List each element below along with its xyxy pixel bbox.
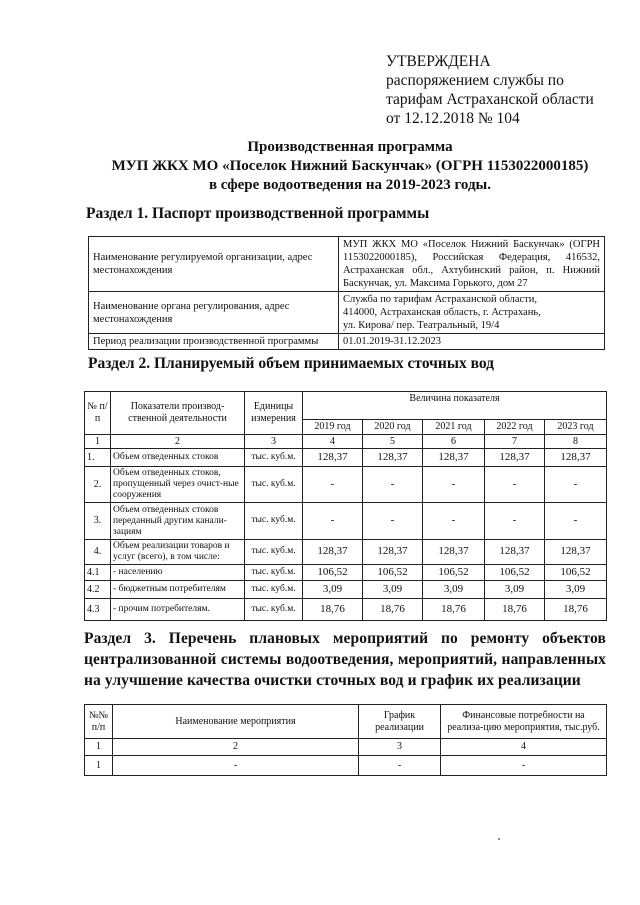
col-header-schedule: График реализации	[359, 705, 441, 739]
row-value: 3,09	[423, 581, 485, 599]
row-unit: тыс. куб.м.	[245, 540, 303, 565]
index-cell: 6	[423, 434, 485, 449]
row-unit: тыс. куб.м.	[245, 449, 303, 467]
col-header-num: №№ п/п	[85, 705, 113, 739]
table-row	[85, 756, 607, 776]
row-indicator: - населению	[111, 565, 245, 581]
row-value: -	[303, 467, 363, 503]
col-header-unit: Единицы измерения	[245, 392, 303, 435]
row-value: 18,76	[545, 599, 607, 621]
col-header-indicator: Показатели производ-ственной деятельности	[111, 392, 245, 435]
col-header-num: № п/п	[85, 392, 111, 435]
volume-table	[84, 391, 607, 621]
index-cell: 7	[485, 434, 545, 449]
row-value: -	[363, 503, 423, 540]
table-row	[89, 292, 605, 334]
row-value: 128,37	[363, 540, 423, 565]
row-value: 128,37	[423, 540, 485, 565]
row-num: 1.	[85, 449, 111, 467]
table-row	[85, 599, 607, 621]
passport-label: Наименование регулируемой организации, адрес местонахождения	[89, 237, 339, 292]
row-unit: тыс. куб.м.	[245, 581, 303, 599]
row-indicator: Объем отведенных стоков	[111, 449, 245, 467]
scan-speck	[498, 838, 500, 840]
document-title	[80, 138, 620, 195]
section-2-heading: Раздел 2. Планируемый объем принимаемых сточных вод	[88, 355, 494, 372]
index-cell: 2	[113, 739, 359, 756]
approval-line-4: от 12.12.2018 № 104	[386, 110, 520, 127]
table-row	[89, 334, 605, 350]
row-value: 106,52	[485, 565, 545, 581]
row-num: 4.2	[85, 581, 111, 599]
header-row	[85, 392, 607, 420]
row-value: -	[545, 503, 607, 540]
row-value: 128,37	[485, 540, 545, 565]
col-header-year: 2020 год	[363, 420, 423, 435]
row-value: 106,52	[423, 565, 485, 581]
table-row	[85, 449, 607, 467]
table-row	[85, 503, 607, 540]
row-value: -	[423, 503, 485, 540]
passport-value: МУП ЖКХ МО «Поселок Нижний Баскунчак» (ОГРН 1153022000185), Российская Федерация, 416532, Астраханская обл., Ахтубинский район, п. Нижний Баскунчак, ул. Максима Горького, дом 27	[339, 237, 605, 292]
row-value: 128,37	[363, 449, 423, 467]
header-row	[85, 705, 607, 739]
col-header-year: 2019 год	[303, 420, 363, 435]
row-value: -	[545, 467, 607, 503]
table-row	[89, 237, 605, 292]
row-finance: -	[441, 756, 607, 776]
index-cell: 5	[363, 434, 423, 449]
index-row	[85, 434, 607, 449]
row-unit: тыс. куб.м.	[245, 503, 303, 540]
regulator-line-1: Служба по тарифам Астраханской области,	[343, 294, 538, 305]
row-num: 3.	[85, 503, 111, 540]
row-indicator: Объем отведенных стоков переданный другим канали-зациям	[111, 503, 245, 540]
row-value: -	[363, 467, 423, 503]
row-value: 128,37	[423, 449, 485, 467]
row-num: 4.3	[85, 599, 111, 621]
row-unit: тыс. куб.м.	[245, 565, 303, 581]
row-value: -	[303, 503, 363, 540]
col-header-year: 2022 год	[485, 420, 545, 435]
row-value: 128,37	[303, 449, 363, 467]
row-value: 3,09	[303, 581, 363, 599]
col-header-year: 2023 год	[545, 420, 607, 435]
table-row	[85, 540, 607, 565]
row-indicator: - прочим потребителям.	[111, 599, 245, 621]
approval-line-1: УТВЕРЖДЕНА	[386, 53, 491, 70]
row-measure: -	[113, 756, 359, 776]
row-num: 1	[85, 756, 113, 776]
row-value: 128,37	[303, 540, 363, 565]
section-1-heading: Раздел 1. Паспорт производственной программы	[86, 205, 430, 222]
col-header-value: Величина показателя	[303, 392, 607, 420]
index-cell: 1	[85, 434, 111, 449]
table-row	[85, 565, 607, 581]
section-3-heading: Раздел 3. Перечень плановых мероприятий по ремонту объектов централизованной системы водоотведения, мероприятий, направленных на улучшение качества очистки сточных вод и график их реализации	[84, 630, 606, 689]
row-value: 3,09	[545, 581, 607, 599]
row-value: 18,76	[363, 599, 423, 621]
index-cell: 8	[545, 434, 607, 449]
row-value: 3,09	[485, 581, 545, 599]
passport-label: Период реализации производственной программы	[89, 334, 339, 350]
row-value: 18,76	[423, 599, 485, 621]
passport-value	[339, 292, 605, 334]
row-indicator: Объем отведенных стоков, пропущенный через очист-ные сооружения	[111, 467, 245, 503]
title-line-1: Производственная программа	[247, 139, 453, 155]
row-indicator: Объем реализации товаров и услуг (всего), в том числе:	[111, 540, 245, 565]
col-header-name: Наименование мероприятия	[113, 705, 359, 739]
approval-block	[386, 52, 616, 128]
row-value: -	[485, 467, 545, 503]
row-value: 106,52	[303, 565, 363, 581]
index-cell: 2	[111, 434, 245, 449]
index-cell: 3	[359, 739, 441, 756]
row-value: 128,37	[545, 449, 607, 467]
row-value: -	[423, 467, 485, 503]
row-value: 106,52	[363, 565, 423, 581]
index-cell: 1	[85, 739, 113, 756]
row-num: 2.	[85, 467, 111, 503]
row-value: 106,52	[545, 565, 607, 581]
approval-line-2: распоряжением службы по	[386, 72, 564, 89]
regulator-line-2: 414000, Астраханская область, г. Астрахань,	[343, 307, 541, 318]
regulator-line-3: ул. Кирова/ пер. Театральный, 19/4	[343, 320, 500, 331]
col-header-year: 2021 год	[423, 420, 485, 435]
table-row	[85, 581, 607, 599]
title-line-2: МУП ЖКХ МО «Поселок Нижний Баскунчак» (ОГРН 1153022000185)	[111, 158, 589, 174]
index-row	[85, 739, 607, 756]
approval-line-3: тарифам Астраханской области	[386, 91, 594, 108]
row-value: 128,37	[485, 449, 545, 467]
index-cell: 3	[245, 434, 303, 449]
row-value: -	[485, 503, 545, 540]
index-cell: 4	[441, 739, 607, 756]
row-indicator: - бюджетным потребителям	[111, 581, 245, 599]
row-value: 18,76	[485, 599, 545, 621]
row-unit: тыс. куб.м.	[245, 467, 303, 503]
row-value: 128,37	[545, 540, 607, 565]
row-unit: тыс. куб.м.	[245, 599, 303, 621]
index-cell: 4	[303, 434, 363, 449]
passport-label: Наименование органа регулирования, адрес местонахождения	[89, 292, 339, 334]
row-value: 18,76	[303, 599, 363, 621]
row-num: 4.	[85, 540, 111, 565]
row-value: 3,09	[363, 581, 423, 599]
passport-table	[88, 236, 605, 350]
row-num: 4.1	[85, 565, 111, 581]
measures-table	[84, 704, 607, 776]
passport-value: 01.01.2019-31.12.2023	[339, 334, 605, 350]
title-line-3: в сфере водоотведения на 2019-2023 годы.	[208, 177, 492, 193]
col-header-finance: Финансовые потребности на реализа-цию мероприятия, тыс.руб.	[441, 705, 607, 739]
row-schedule: -	[359, 756, 441, 776]
table-row	[85, 467, 607, 503]
